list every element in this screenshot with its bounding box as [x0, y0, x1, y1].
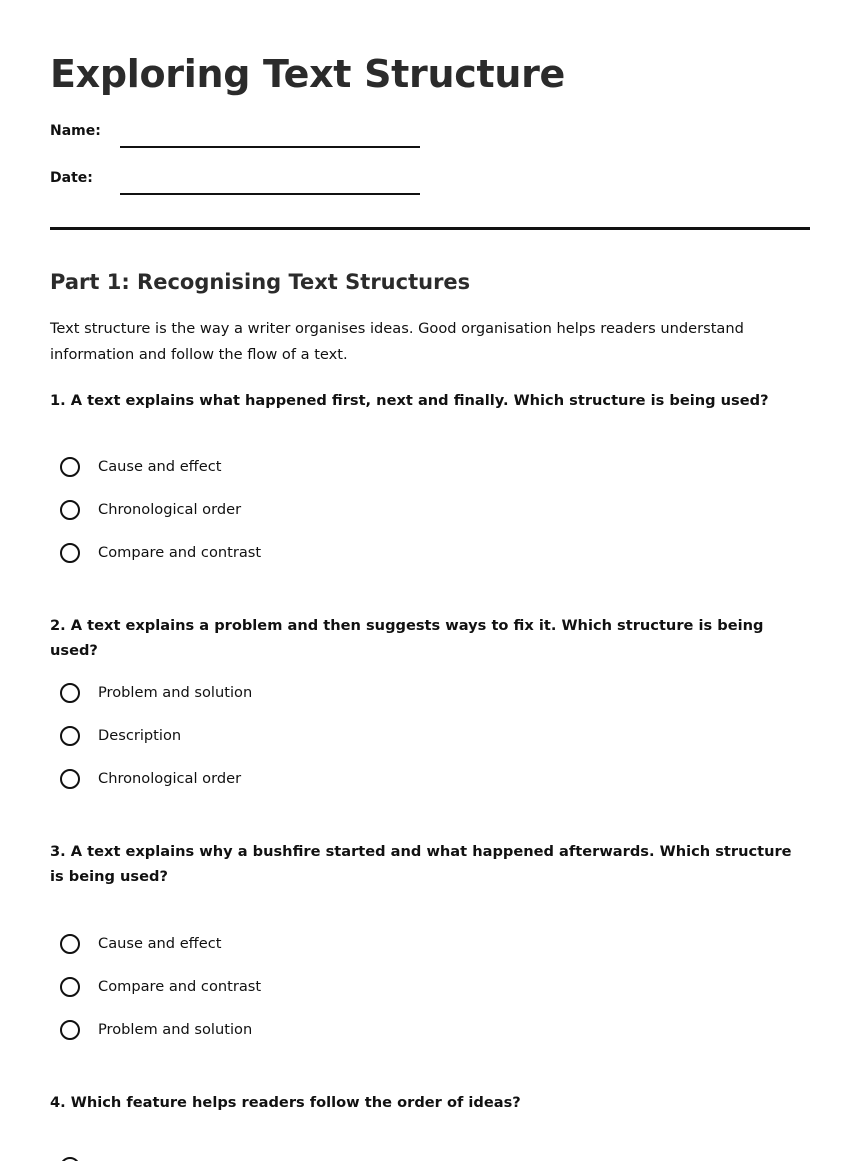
radio-button[interactable]: [60, 1157, 80, 1161]
question-2-option-2[interactable]: [60, 726, 760, 752]
question-3: 3. A text explains why a bushfire started and what happened afterwards. Which structure is being used?: [50, 843, 792, 885]
radio-button[interactable]: [60, 726, 80, 746]
question-3-option-2[interactable]: [60, 977, 760, 1003]
question-1-option-3[interactable]: [60, 543, 760, 569]
question-2: 2. A text explains a problem and then suggests ways to fix it. Which structure is being used?: [50, 617, 764, 659]
radio-button[interactable]: [60, 977, 80, 997]
radio-button[interactable]: [60, 1020, 80, 1040]
question-1: 1. A text explains what happened first, next and finally. Which structure is being used?: [50, 392, 769, 409]
radio-button[interactable]: [60, 457, 80, 477]
option-label[interactable]: Description: [98, 727, 182, 744]
question-2-option-1[interactable]: [60, 683, 760, 709]
radio-button[interactable]: [60, 543, 80, 563]
name-field: [50, 122, 470, 152]
radio-button[interactable]: [60, 500, 80, 520]
part1-heading: Part 1: Recognising Text Structures: [50, 270, 471, 294]
question-4-option-1[interactable]: [60, 1157, 760, 1161]
option-label[interactable]: Compare and contrast: [98, 544, 262, 561]
option-label[interactable]: Cause and effect: [98, 935, 222, 952]
option-label[interactable]: Compare and contrast: [98, 978, 262, 995]
option-label[interactable]: Cause and effect: [98, 458, 222, 475]
question-3-option-3[interactable]: [60, 1020, 760, 1046]
option-label[interactable]: Chronological order: [98, 501, 242, 518]
option-label[interactable]: Problem and solution: [98, 1021, 253, 1038]
radio-button[interactable]: [60, 683, 80, 703]
question-4: 4. Which feature helps readers follow the order of ideas?: [50, 1094, 521, 1111]
option-label[interactable]: Problem and solution: [98, 684, 253, 701]
question-2-option-3[interactable]: [60, 769, 760, 795]
date-input-line[interactable]: [120, 193, 420, 195]
part1-intro: Text structure is the way a writer organises ideas. Good organisation helps readers understand information and follow the flow of a text.: [50, 320, 744, 363]
header-divider: [50, 227, 810, 230]
option-label[interactable]: Chronological order: [98, 770, 242, 787]
question-1-option-1[interactable]: [60, 457, 760, 483]
radio-button[interactable]: [60, 934, 80, 954]
worksheet-title: Exploring Text Structure: [50, 52, 565, 96]
radio-button[interactable]: [60, 769, 80, 789]
name-input-line[interactable]: [120, 146, 420, 148]
name-label: Name:: [50, 123, 101, 139]
date-label: Date:: [50, 170, 93, 186]
date-field: [50, 169, 470, 199]
question-3-option-1[interactable]: [60, 934, 760, 960]
question-1-option-2[interactable]: [60, 500, 760, 526]
